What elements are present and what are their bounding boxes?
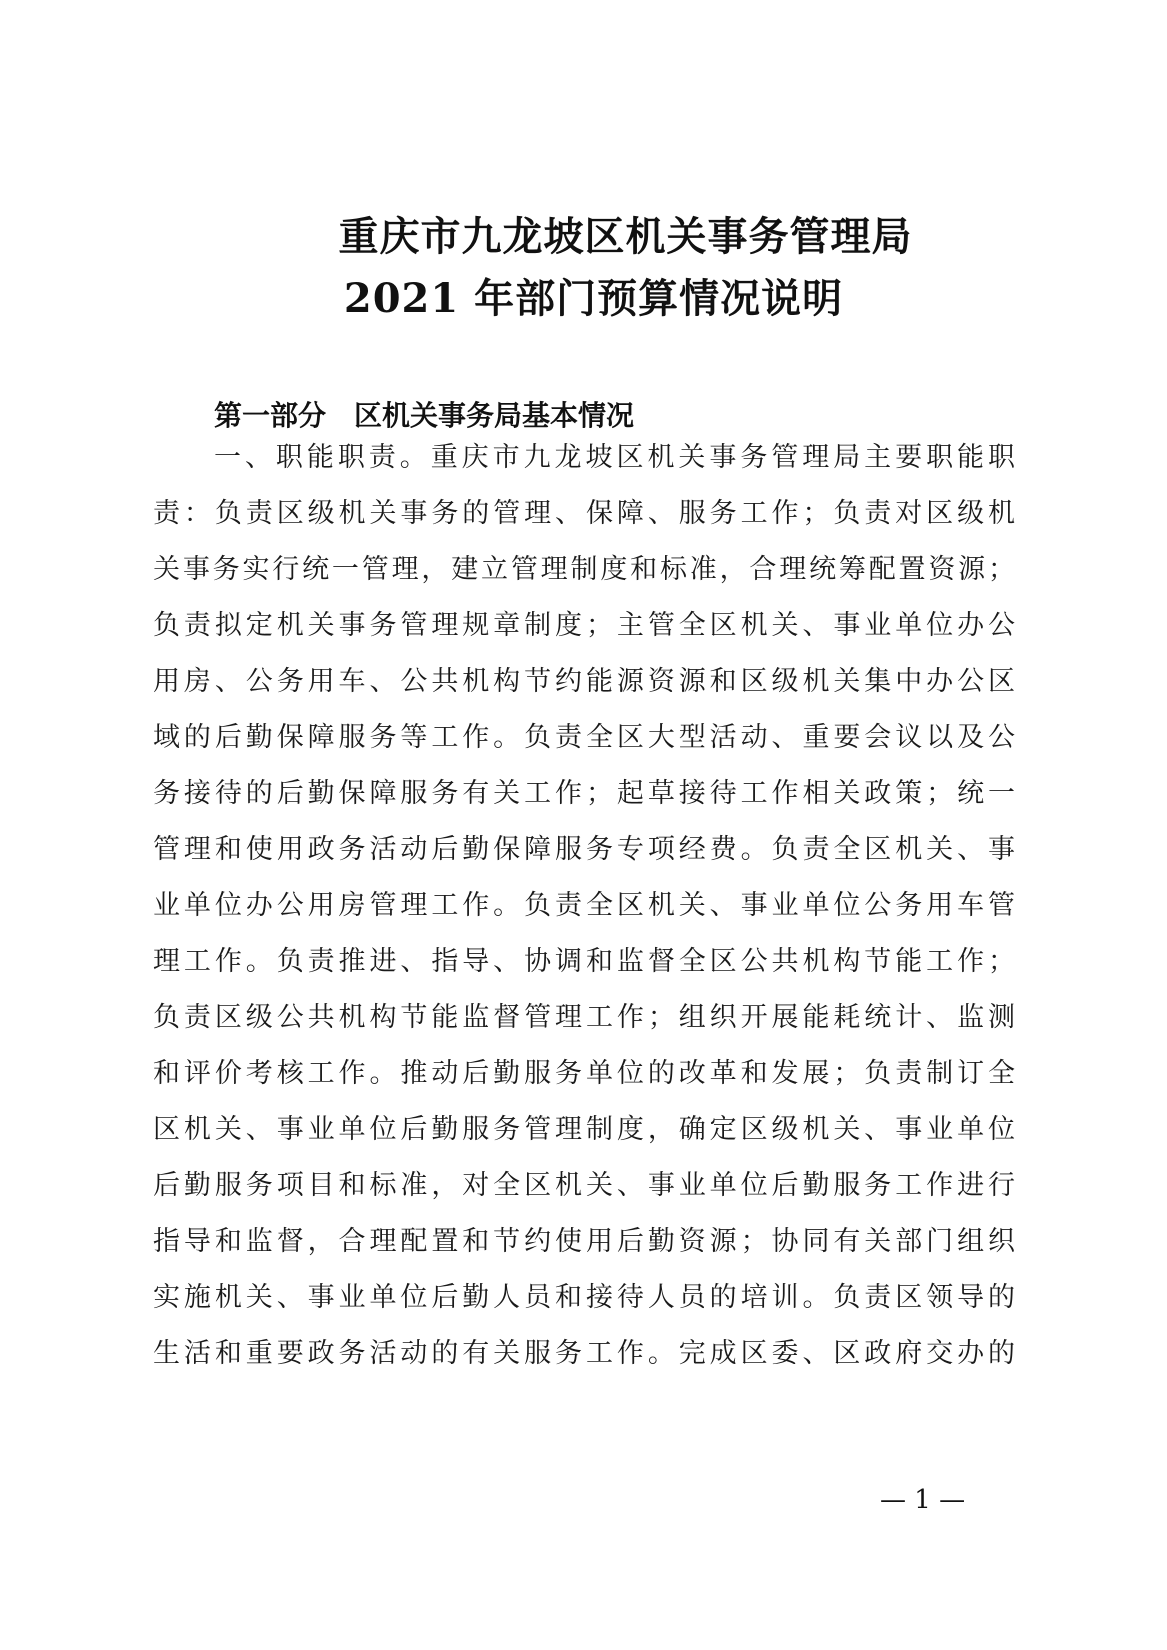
paragraph-line: 和评价考核工作。推动后勤服务单位的改革和发展；负责制订全 [153, 1058, 1015, 1089]
paragraph-line: 用房、公务用车、公共机构节约能源资源和区级机关集中办公区 [153, 666, 1015, 697]
document-title-line-1: 重庆市九龙坡区机关事务管理局 [338, 213, 913, 260]
paragraph-line: 生活和重要政务活动的有关服务工作。完成区委、区政府交办的 [153, 1338, 1015, 1369]
document-title-line-2: 2021 年部门预算情况说明 [343, 275, 844, 322]
paragraph-line: 理工作。负责推进、指导、协调和监督全区公共机构节能工作； [153, 946, 1015, 977]
paragraph-line: 指导和监督，合理配置和节约使用后勤资源；协同有关部门组织 [153, 1226, 1015, 1257]
paragraph-line: 区机关、事业单位后勤服务管理制度，确定区级机关、事业单位 [153, 1114, 1015, 1145]
paragraph-line: 负责拟定机关事务管理规章制度；主管全区机关、事业单位办公 [153, 610, 1015, 641]
page-number: — 1 — [880, 1485, 966, 1515]
paragraph-line: 管理和使用政务活动后勤保障服务专项经费。负责全区机关、事 [153, 834, 1015, 865]
paragraph-line: 实施机关、事业单位后勤人员和接待人员的培训。负责区领导的 [153, 1282, 1015, 1313]
paragraph-line: 域的后勤保障服务等工作。负责全区大型活动、重要会议以及公 [153, 722, 1015, 753]
section-heading: 第一部分 区机关事务局基本情况 [214, 399, 635, 432]
paragraph-line: 责：负责区级机关事务的管理、保障、服务工作；负责对区级机 [153, 498, 1015, 529]
paragraph-line: 后勤服务项目和标准，对全区机关、事业单位后勤服务工作进行 [153, 1170, 1015, 1201]
paragraph-line: 一、职能职责。重庆市九龙坡区机关事务管理局主要职能职 [214, 442, 1015, 473]
paragraph-line: 关事务实行统一管理，建立管理制度和标准，合理统筹配置资源； [153, 554, 1015, 585]
paragraph-line: 负责区级公共机构节能监督管理工作；组织开展能耗统计、监测 [153, 1002, 1015, 1033]
paragraph-line: 业单位办公用房管理工作。负责全区机关、事业单位公务用车管 [153, 890, 1015, 921]
paragraph-line: 务接待的后勤保障服务有关工作；起草接待工作相关政策；统一 [153, 778, 1015, 809]
